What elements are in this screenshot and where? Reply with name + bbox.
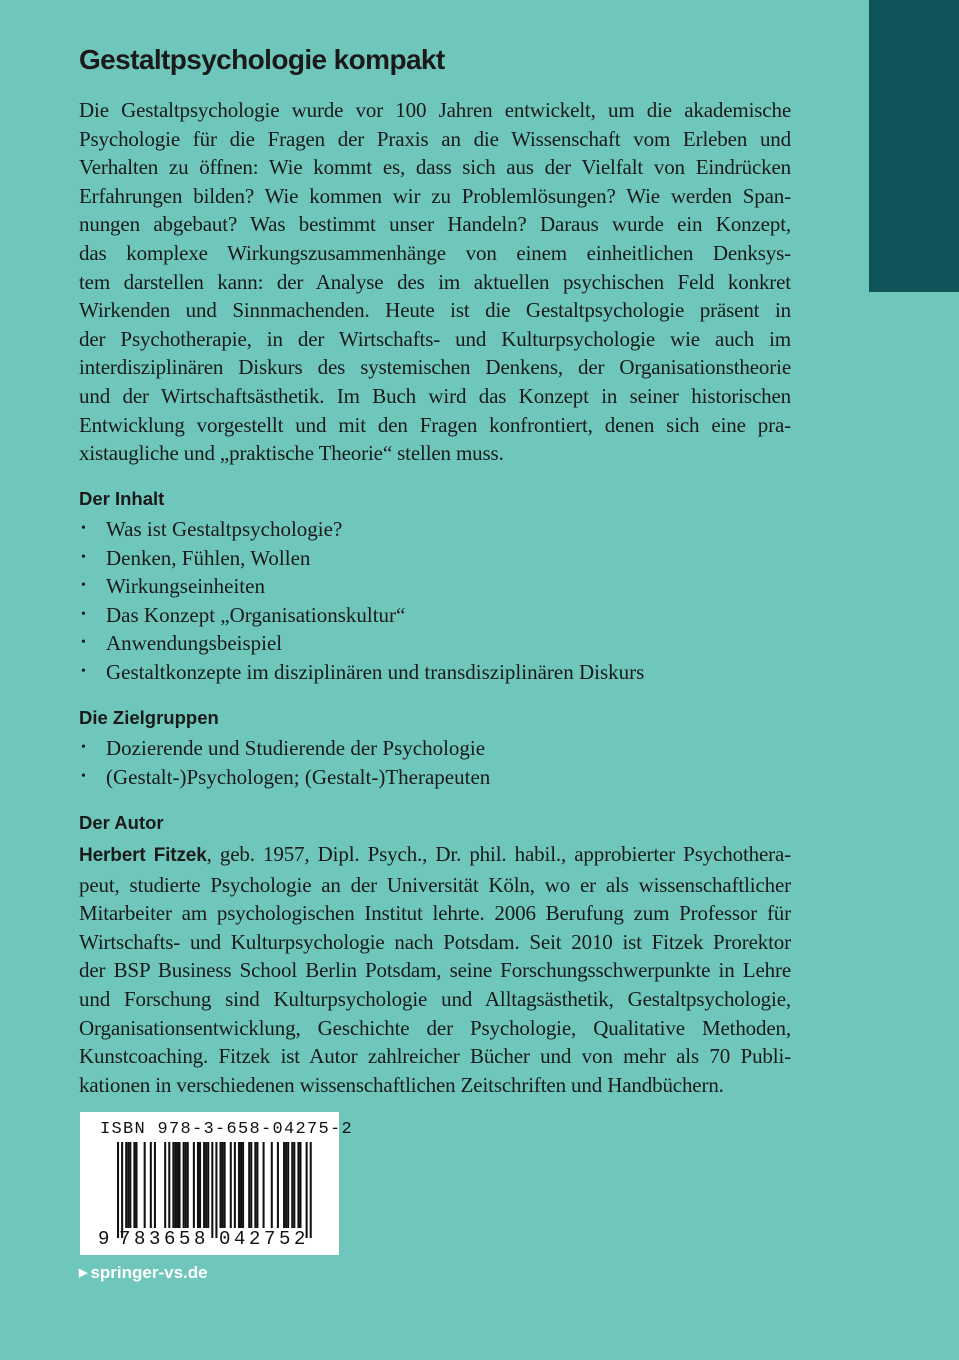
barcode-left-digits: 783658 [119,1228,210,1250]
isbn-label: ISBN 978-3-658-04275-2 [100,1120,354,1139]
list-item [79,629,644,658]
website-link[interactable] [79,1263,208,1283]
barcode-bar [135,1142,137,1228]
barcode-bar [242,1142,244,1228]
barcode-bar [211,1142,213,1238]
author-bio-line: peut, studierte Psychologie an der Universität Köln, wo er als wissenschaftlicher [79,872,791,897]
barcode-bar [193,1142,195,1228]
author-bio [79,840,791,1099]
list-item-text: Das Konzept „Organisationskultur“ [106,602,406,627]
barcode-bar [215,1142,217,1238]
barcode-bar [256,1142,258,1228]
author-bio-line: Kunstcoaching. Fitzek ist Autor zahlreicher Bücher und von mehr als 70 Publi- [79,1044,791,1069]
barcode-bar [164,1142,166,1228]
bullet-icon: • [81,521,86,536]
list-item-text: Dozierende und Studierende der Psychologie [106,736,486,760]
bullet-icon: • [81,663,86,679]
barcode-bar [174,1142,176,1228]
intro-line: Wirkenden und Sinnmachenden. Heute ist die Gestaltpsychologie präsent in [79,298,791,323]
list-item [79,658,644,687]
list-item-text: Denken, Fühlen, Wollen [106,545,311,570]
barcode-bar [224,1142,226,1228]
barcode-bar [293,1142,295,1228]
author-bio-line: Mitarbeiter am psychologischen Institut lehrte. 2006 Berufung zum Professor für [79,901,791,926]
barcode-bar [277,1142,279,1228]
list-item [79,544,644,573]
barcode-bar [154,1142,156,1228]
intro-line: und der Wirtschaftsästhetik. Im Buch wird das Konzept in seiner historischen [79,383,791,408]
book-title: Gestaltpsychologie kompakt [79,44,445,75]
bullet-icon: • [81,740,86,755]
barcode-bar [306,1142,308,1238]
barcode-bar [287,1142,289,1228]
website-label: springer-vs.de [90,1263,208,1282]
barcode-bar [220,1142,222,1228]
bullet-icon: • [81,768,86,784]
list-item [79,572,644,601]
barcode-bar [205,1142,207,1228]
barcode-bar [297,1142,299,1228]
barcode-bar [238,1142,240,1228]
intro-line: Entwicklung vorgestellt und mit den Fragen konfrontiert, denen sich eine pra- [79,412,791,437]
intro-line: das komplexe Wirkungszusammenhänge von einem einheitlichen Denksys- [79,240,791,265]
barcode-bar [203,1142,205,1228]
barcode-bar [285,1142,287,1228]
barcode-bar [263,1142,265,1228]
barcode-bar [150,1142,152,1228]
barcode-bar [271,1142,273,1228]
audience-heading: Die Zielgruppen [79,707,219,728]
barcode-bar [176,1142,178,1228]
list-item-text: (Gestalt-)Psychologen; (Gestalt-)Therapeuten [106,764,491,789]
barcode-bar [183,1142,185,1228]
barcode-bar [310,1142,312,1238]
list-item-text: Was ist Gestaltpsychologie? [106,517,343,541]
list-item [79,515,644,544]
barcode-bar [185,1142,187,1228]
content-list [79,515,644,687]
author-bio-line: kationen in verschiedenen wissenschaftlichen Zeitschriften und Handbüchern. [79,1072,724,1097]
barcode-bar [187,1142,189,1228]
triangle-right-icon: ▶ [79,1267,88,1279]
intro-line: Verhalten zu öffnen: Wie kommt es, dass sich aus der Vielfalt von Eindrücken [79,155,791,180]
intro-line: Erfahrungen bilden? Wie kommen wir zu Problemlösungen? Wie werden Span- [79,183,791,208]
barcode-bar [234,1142,236,1228]
list-item [79,763,490,792]
barcode-bar [179,1142,181,1228]
barcode-bar [117,1142,119,1238]
content-heading: Der Inhalt [79,488,165,509]
intro-line: Psychologie für die Fragen der Praxis an die Wissenschaft vom Erleben und [79,126,791,151]
barcode-bar [250,1142,252,1228]
author-bio-line [79,840,791,871]
author-bio-first-line: , geb. 1957, Dipl. Psych., Dr. phil. habil., approbierter Psychothera- [206,842,792,866]
bullet-icon: • [81,635,86,651]
list-item-text: Wirkungseinheiten [106,574,265,599]
author-bio-line: und Forschung sind Kulturpsychologie und Alltagsästhetik, Gestaltpsychologie, [79,986,791,1011]
author-bio-line: der BSP Business School Berlin Potsdam, seine Forschungsschwerpunkte in Lehre [79,958,791,983]
author-name: Herbert Fitzek [79,845,207,866]
barcode-bar [230,1142,232,1228]
barcode-bar [254,1142,256,1228]
barcode-bar [207,1142,209,1228]
barcode-bar [133,1142,135,1228]
list-item [79,734,490,763]
intro-line: nungen abgebaut? Was bestimmt unser Handeln? Daraus wurde ein Konzept, [79,212,791,237]
barcode-bar [125,1142,127,1228]
bullet-icon: • [81,606,86,622]
list-item-text: Anwendungsbeispiel [106,631,283,656]
bullet-icon: • [81,549,86,565]
barcode-bar [144,1142,146,1228]
barcode-box [80,1112,354,1255]
barcode-bar [222,1142,224,1228]
barcode-bar [248,1142,250,1228]
barcode-bar [291,1142,293,1228]
barcode-bar [121,1142,123,1238]
list-item [79,601,644,630]
intro-line: Die Gestaltpsychologie wurde vor 100 Jahren entwickelt, um die akademische [79,98,791,122]
barcode-bar [129,1142,131,1228]
intro-line: der Psychotherapie, in der Wirtschafts- und Kulturpsychologie wie auch im [79,326,791,351]
barcode-bar [172,1142,174,1228]
intro-line: xistaugliche und „praktische Theorie“ stellen muss. [79,441,504,466]
intro-paragraph [79,96,791,468]
audience-list [79,734,490,791]
author-bio-line: Wirtschafts- und Kulturpsychologie nach Potsdam. Seit 2010 ist Fitzek Prorektor [79,929,791,954]
author-bio-line: Organisationsentwicklung, Geschichte der Psychologie, Qualitative Methoden, [79,1015,791,1040]
barcode-bar [283,1142,285,1228]
corner-color-block [869,0,959,292]
barcode-digits [98,1228,309,1250]
intro-line: interdisziplinären Diskurs des systemischen Denkens, der Organisationstheorie [79,355,791,380]
list-item-text: Gestaltkonzepte im disziplinären und transdisziplinären Diskurs [106,659,645,684]
barcode-bar [127,1142,129,1228]
barcode-bar [240,1142,242,1228]
author-heading: Der Autor [79,812,164,833]
barcode-bar [299,1142,301,1228]
barcode-right-digits: 042752 [219,1228,310,1250]
barcode-bar [197,1142,199,1228]
bullet-icon: • [81,578,86,594]
barcode-bar [199,1142,201,1228]
barcode-bar [168,1142,170,1228]
intro-line: tem darstellen kann: der Analyse des im aktuellen psychischen Feld konkret [79,269,791,294]
barcode-first-digit: 9 [98,1228,110,1250]
